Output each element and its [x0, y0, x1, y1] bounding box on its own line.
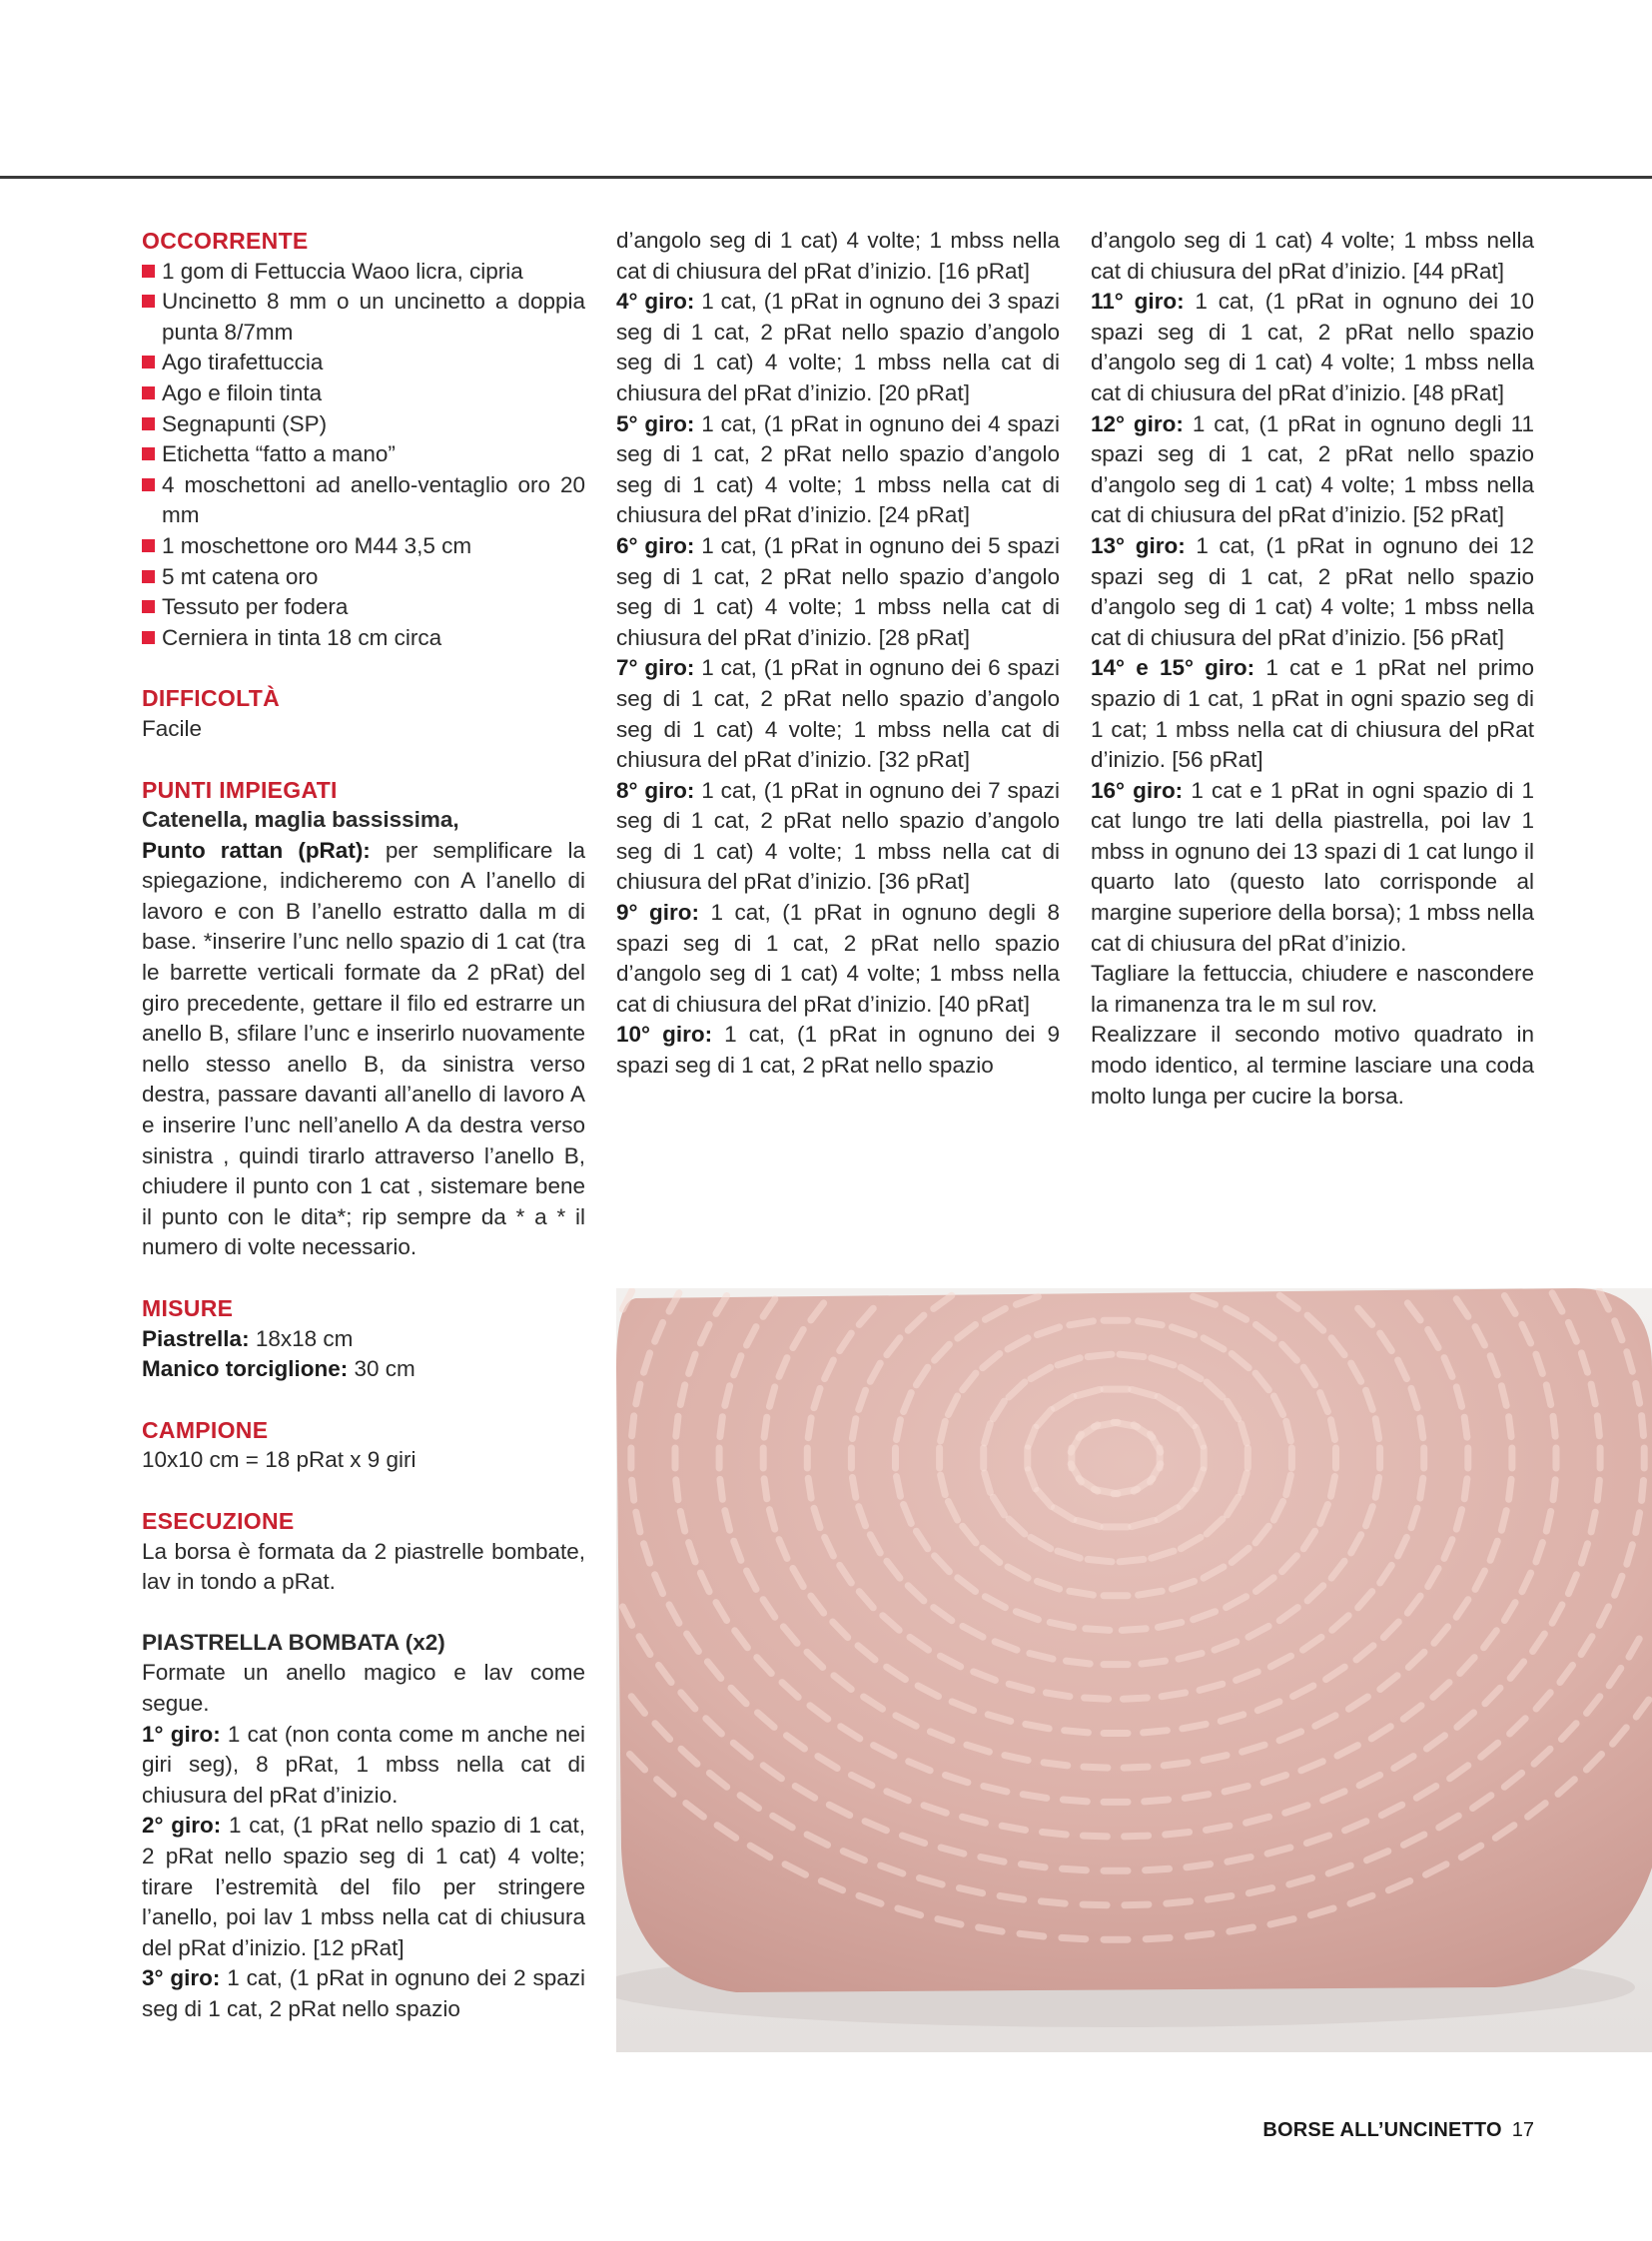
campione-value: 10x10 cm = 18 pRat x 9 giri [142, 1447, 416, 1473]
stitch [1023, 1795, 1047, 1799]
stitch [680, 1512, 684, 1532]
stitch [632, 1416, 634, 1436]
punti-rattan-paragraph: Punto rattan (pRat): per semplificare la spiegazione, indicheremo con A l’anello di lavoro e con B l’anello estratto dalla m di base. *inserire l’unc nello spazio di 1 cat (tra le barrette verticali formate da 2 pRat) del giro precedente, gettare il filo ed estrarre un anello B, sfilare l’unc e inserirlo nuovamente nello stesso anello B, da sinistra verso destra, passare davanti all’anello di lavoro A e inserire l’unc nell’anello A da destra verso sinistra , quindi tirarlo attraverso l’anello B, chiudere il punto con 1 cat , sistemare bene il punto con le dita*; rip sempre da * a * il numero di volte necessario. [142, 837, 585, 1260]
stitch [1553, 1416, 1555, 1436]
stitch [1162, 1693, 1186, 1697]
stitch [1145, 1800, 1169, 1802]
round-5: 5° giro: 1 cat, (1 pRat in ognuno dei 4 spazi seg di 1 cat, 2 pRat nello spazio d’angolo seg di 1 cat) 4 volte; 1 mbss nella cat di chiusura del pRat d’inizio. [24 pRat] [616, 410, 1060, 528]
bullet-icon [142, 356, 155, 369]
stitch [1085, 1698, 1109, 1699]
stitch [1207, 1826, 1230, 1830]
stitch [941, 1475, 946, 1495]
stitch [720, 1417, 723, 1437]
punti-heading: PUNTI IMPIEGATI [142, 776, 338, 803]
esecuzione-heading: ESECUZIONE [142, 1507, 295, 1534]
stitch [1088, 1559, 1112, 1561]
stitch [852, 1478, 855, 1498]
stitch [941, 1421, 946, 1441]
crochet-tile-illustration [616, 1288, 1652, 2052]
stitch [1464, 1417, 1467, 1437]
stitch [1142, 1661, 1166, 1664]
stitch [725, 1386, 730, 1406]
stitch [897, 1477, 901, 1497]
list-item: Ago tirafettuccia [142, 348, 585, 378]
round-11: 11° giro: 1 cat, (1 pRat in ognuno dei 10 spazi seg di 1 cat, 2 pRat nello spazio d’angolo seg di 1 cat) 4 volte; 1 mbss nella cat di chiusura del pRat d’inizio. [48 pRat] [1091, 289, 1534, 405]
stitch [1125, 1904, 1149, 1905]
round-13: 13° giro: 1 cat, (1 pRat in ognuno dei 12 spazi seg di 1 cat, 2 pRat nello spazio d’angolo seg di 1 cat) 4 volte; 1 mbss nella cat di chiusura del pRat d’inizio. [56 pRat] [1091, 532, 1535, 650]
round-4: 4° giro: 1 cat, (1 pRat in ognuno dei 3 spazi seg di 1 cat, 2 pRat nello spazio d’angolo seg di 1 cat) 4 volte; 1 mbss nella cat di chiusura del pRat d’inizio. [20 pRat] [616, 289, 1060, 405]
stitch [1501, 1386, 1506, 1406]
stitch [1166, 1833, 1190, 1836]
stitch [676, 1480, 678, 1500]
stitch [1164, 1763, 1188, 1766]
bullet-icon [142, 600, 155, 613]
stitch [1146, 1937, 1170, 1938]
stitch [1026, 1724, 1049, 1728]
finishing-text-2: Realizzare il secondo motivo quadrato in modo identico, al termine lasciare una coda molto lunga per cucire la borsa. [1091, 1022, 1534, 1109]
stitch [1331, 1420, 1335, 1440]
bullet-icon [142, 417, 155, 430]
stitch [1509, 1479, 1512, 1499]
top-rule [0, 176, 1652, 179]
stitch [1591, 1512, 1595, 1532]
misure-manico: Manico torciglione: 30 cm [142, 1356, 415, 1382]
stitch [1204, 1756, 1227, 1761]
stitch [1597, 1480, 1599, 1500]
list-item: Tessuto per fodera [142, 592, 585, 623]
stitch [1123, 1698, 1147, 1699]
stitch [1591, 1384, 1595, 1404]
column-1 [142, 226, 585, 2024]
stitch [1636, 1513, 1640, 1533]
stitch [897, 1420, 901, 1440]
round-8: 8° giro: 1 cat, (1 pRat in ognuno dei 7 spazi seg di 1 cat, 2 pRat nello spazio d’angolo seg di 1 cat) 4 volte; 1 mbss nella cat di chiusura del pRat d’inizio. [36 pRat] [616, 777, 1060, 895]
bullet-icon [142, 295, 155, 308]
bullet-icon [142, 631, 155, 644]
stitch [1144, 1731, 1168, 1733]
stitch [1139, 1591, 1163, 1595]
round-14-15: 14° e 15° giro: 1 cat e 1 pRat nel primo spazio di 1 cat, 1 pRat in ogni spazio seg di 1 cat; 1 mbss nella cat di chiusura del pRat d’inizio. [56 pRat] [1091, 655, 1534, 773]
piastrella-heading: PIASTRELLA BOMBATA (x2) [142, 1629, 445, 1655]
stitch [1185, 1795, 1209, 1799]
stitch [1067, 1661, 1091, 1664]
stitch [1187, 1865, 1211, 1868]
piastrella-intro: Formate un anello magico e lav come segue. [142, 1660, 585, 1716]
round-9: 9° giro: 1 cat, (1 pRat in ognuno degli 8 spazi seg di 1 cat, 2 pRat nello spazio d’angolo seg di 1 cat) 4 volte; 1 mbss nella cat di chiusura del pRat d’inizio. [40 pRat] [616, 900, 1060, 1017]
stitch [1636, 1384, 1640, 1404]
difficolta-heading: DIFFICOLTÀ [142, 685, 280, 712]
column-2 [616, 226, 1060, 1082]
stitch [1065, 1731, 1089, 1733]
bullet-icon [142, 478, 155, 491]
stitch [1546, 1385, 1550, 1405]
stitch [725, 1511, 730, 1531]
stitch [1020, 1933, 1044, 1936]
stitch [1642, 1481, 1644, 1501]
page-number: 17 [1511, 2119, 1534, 2141]
round-7: 7° giro: 1 cat, (1 pRat in ognuno dei 6 spazi seg di 1 cat, 2 pRat nello spazio d’angolo seg di 1 cat) 4 volte; 1 mbss nella cat di chiusura del pRat d’inizio. [32 pRat] [616, 655, 1060, 773]
stitch [1230, 1927, 1253, 1931]
stitch [1375, 1419, 1378, 1439]
stitch [1043, 1833, 1067, 1836]
list-item: Etichetta “fatto a mano” [142, 439, 585, 470]
stitch [1000, 1896, 1024, 1900]
stitch [1088, 1354, 1112, 1356]
stitch [1084, 1767, 1108, 1768]
list-item: 4 moschettoni ad anello-ventaglio oro 20 mm [142, 470, 585, 531]
occorrente-heading: OCCORRENTE [142, 228, 309, 254]
stitch [1086, 1629, 1110, 1631]
round-3-continued: d’angolo seg di 1 cat) 4 volte; 1 mbss nella cat di chiusura del pRat d’inizio. [16 pRat] [616, 228, 1060, 284]
stitch [1642, 1416, 1644, 1436]
stitch [1041, 1901, 1065, 1903]
stitch [1124, 1767, 1148, 1768]
column-3 [1091, 226, 1534, 1112]
stitch [676, 1416, 678, 1436]
list-item: Cerniera in tinta 18 cm circa [142, 623, 585, 654]
round-1: 1° giro: 1 cat (non conta come m anche nei giri seg), 8 pRat, 1 mbss nella cat di chiusura del pRat d’inizio. [142, 1721, 585, 1808]
bullet-icon [142, 539, 155, 552]
round-10: 10° giro: 1 cat, (1 pRat in ognuno dei 9 spazi seg di 1 cat, 2 pRat nello spazio [616, 1022, 1060, 1079]
misure-piastrella: Piastrella: 18x18 cm [142, 1325, 354, 1351]
stitch [1062, 1937, 1086, 1938]
stitch [1183, 1724, 1206, 1728]
stitch [680, 1385, 684, 1405]
stitch [1420, 1418, 1423, 1438]
bullet-icon [142, 265, 155, 278]
stitch [1002, 1826, 1025, 1830]
stitch [1597, 1416, 1599, 1436]
bullet-icon [142, 386, 155, 399]
stitch [1063, 1800, 1087, 1802]
stitch [1464, 1479, 1467, 1499]
stitch [1167, 1901, 1191, 1903]
stitch [1546, 1512, 1550, 1532]
stitch [636, 1512, 640, 1532]
finishing-text-1: Tagliare la fettuccia, chiudere e nascondere la rimanenza tra le m sul rov. [1091, 961, 1534, 1017]
stitch [852, 1419, 855, 1439]
round-2: 2° giro: 1 cat, (1 pRat nello spazio di 1 cat, 2 pRat nello spazio seg di 1 cat) 4 volte; tirare l’estremità del filo per stringere l’anello, poi lav 1 mbss nella cat di chiusura del pRat d’inizio. [12 pRat] [142, 1813, 585, 1960]
stitch [1063, 1868, 1087, 1870]
esecuzione-text: La borsa è formata da 2 piastrelle bombate, lav in tondo a pRat. [142, 1538, 585, 1595]
stitch [1146, 1868, 1170, 1870]
stitch [1120, 1559, 1144, 1561]
stitch [1375, 1478, 1378, 1498]
stitch [636, 1384, 640, 1404]
stitch [1553, 1480, 1555, 1500]
stitch [1208, 1896, 1232, 1900]
round-3: 3° giro: 1 cat, (1 pRat in ognuno dei 2 spazi seg di 1 cat, 2 pRat nello spazio [142, 1965, 585, 2021]
page-footer [1262, 2119, 1534, 2142]
list-item: 5 mt catena oro [142, 562, 585, 593]
stitch [764, 1417, 767, 1437]
stitch [981, 1858, 1004, 1863]
stitch [1050, 1623, 1073, 1628]
stitch [1083, 1836, 1107, 1837]
stitch [1139, 1321, 1163, 1325]
round-12: 12° giro: 1 cat, (1 pRat in ognuno degli 11 spazi seg di 1 cat, 2 pRat nello spazio d’angolo seg di 1 cat) 4 volte; 1 mbss nella cat di chiusura del pRat d’inizio. [52 pRat] [1091, 410, 1534, 528]
stitch [720, 1479, 723, 1499]
crochet-tile-photo [616, 1288, 1652, 2052]
bullet-icon [142, 570, 155, 583]
list-item: Uncinetto 8 mm o un uncinetto a doppia punta 8/7mm [142, 287, 585, 348]
stitch [959, 1888, 982, 1893]
list-item: 1 gom di Fettuccia Waoo licra, cipria [142, 257, 585, 288]
stitch [1125, 1836, 1149, 1837]
stitch [1286, 1421, 1291, 1441]
stitch [808, 1478, 811, 1498]
stitch [764, 1479, 767, 1499]
stitch [632, 1480, 634, 1500]
stitch [1005, 1756, 1028, 1761]
round-6: 6° giro: 1 cat, (1 pRat in ognuno dei 5 spazi seg di 1 cat, 2 pRat nello spazio d’angolo seg di 1 cat) 4 volte; 1 mbss nella cat di chiusura del pRat d’inizio. [28 pRat] [616, 532, 1060, 650]
stitch [1070, 1321, 1094, 1325]
bullet-icon [142, 447, 155, 460]
punti-subheading: Catenella, maglia bassissima, [142, 807, 459, 833]
stitch [1228, 1858, 1250, 1863]
stitch [1120, 1354, 1144, 1356]
stitch [808, 1418, 811, 1438]
stitch [1420, 1478, 1423, 1498]
stitch [1286, 1475, 1291, 1495]
round-16: 16° giro: 1 cat e 1 pRat in ogni spazio di 1 cat lungo tre lati della piastrella, poi lav 1 mbss in ognuno dei 13 spazi di 1 cat lungo il quarto lato (questo lato corrisponde al margine superiore della borsa); 1 mbss nella cat di chiusura del pRat d’inizio. [1091, 777, 1535, 956]
stitch [1021, 1865, 1045, 1868]
stitch [1159, 1623, 1182, 1628]
stitch [1070, 1591, 1094, 1595]
stitch [1046, 1693, 1070, 1697]
stitch [1501, 1511, 1506, 1531]
stitch [1083, 1904, 1107, 1905]
stitch [1509, 1417, 1512, 1437]
list-item: 1 moschettone oro M44 3,5 cm [142, 531, 585, 562]
round-10-continued: d’angolo seg di 1 cat) 4 volte; 1 mbss nella cat di chiusura del pRat d’inizio. [44 pRat] [1091, 228, 1534, 284]
stitch [1331, 1477, 1335, 1497]
stitch [979, 1927, 1003, 1931]
punti-rattan-label: Punto rattan (pRat): [142, 837, 371, 863]
stitch [1188, 1933, 1212, 1936]
difficolta-value: Facile [142, 715, 203, 741]
stitch [1248, 1888, 1271, 1893]
list-item: Ago e filoin tinta [142, 378, 585, 409]
magazine-title: BORSE ALL’UNCINETTO [1262, 2119, 1502, 2141]
stitch [1122, 1629, 1146, 1631]
occorrente-list [142, 257, 585, 654]
stitch [1044, 1763, 1068, 1766]
list-item: Segnapunti (SP) [142, 409, 585, 440]
campione-heading: CAMPIONE [142, 1416, 269, 1443]
misure-heading: MISURE [142, 1295, 234, 1321]
